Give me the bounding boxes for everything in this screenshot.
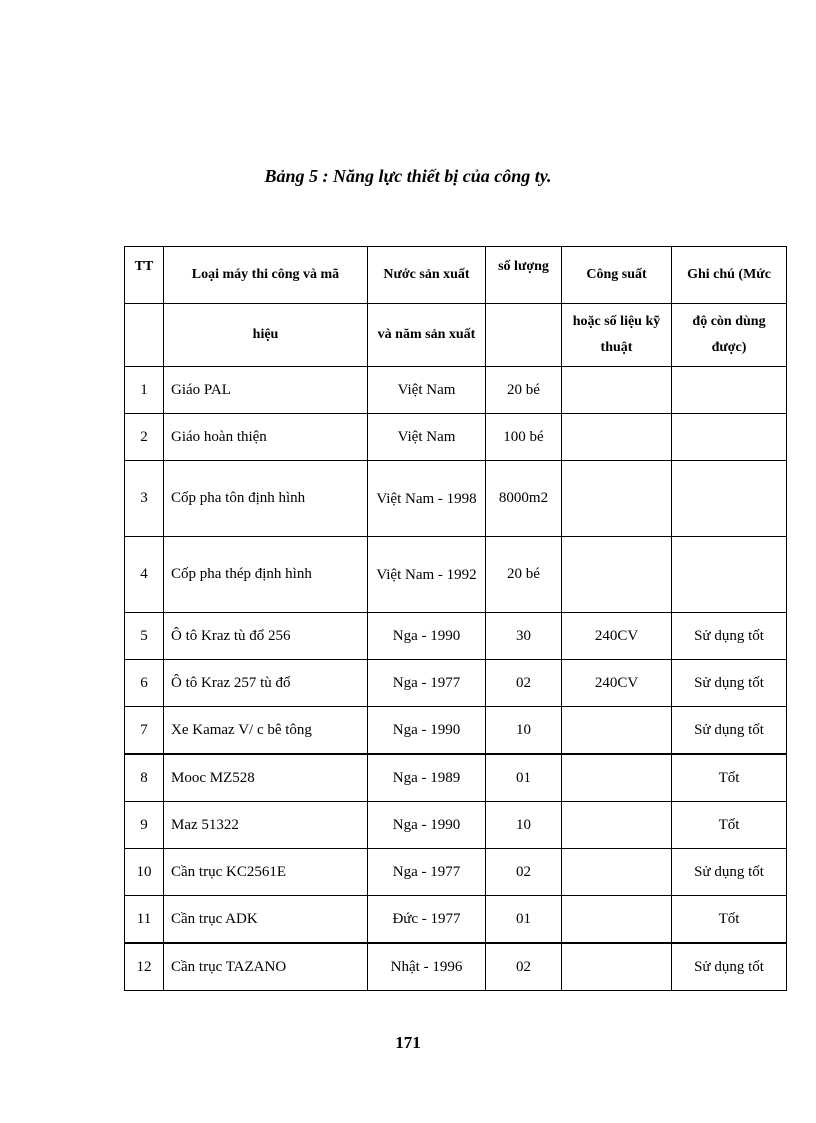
power-spec [562,896,672,944]
power-spec [562,537,672,613]
quantity: 10 [486,707,562,755]
origin-year: Nga - 1977 [368,660,486,707]
origin-year: Việt Nam [368,414,486,461]
header-origin-cont: và năm sản xuất [368,304,486,367]
row-number: 12 [125,943,164,991]
equipment-name: Xe Kamaz V/ c bê tông [164,707,368,755]
header-note: Ghi chú (Mức [672,247,787,304]
equipment-name: Cốp pha thép định hình [164,537,368,613]
quantity: 10 [486,802,562,849]
header-note-cont: độ còn dùng được) [672,304,787,367]
condition-note [672,537,787,613]
page-number: 171 [395,1033,421,1052]
power-spec [562,414,672,461]
header-power-cont: hoặc số liệu kỹ thuật [562,304,672,367]
origin-year: Việt Nam - 1998 [368,461,486,537]
table-row [125,414,787,461]
power-spec [562,367,672,414]
equipment-name: Mooc MZ528 [164,754,368,802]
equipment-name: Giáo PAL [164,367,368,414]
table-body [125,367,787,991]
equipment-name: Cần trục KC2561E [164,849,368,896]
equipment-name: Cốp pha tôn định hình [164,461,368,537]
row-number: 8 [125,754,164,802]
quantity: 01 [486,896,562,944]
origin-year: Nga - 1990 [368,802,486,849]
condition-note: Sử dụng tốt [672,707,787,755]
quantity: 100 bé [486,414,562,461]
origin-year: Nga - 1989 [368,754,486,802]
quantity: 20 bé [486,367,562,414]
power-spec: 240CV [562,613,672,660]
origin-year: Việt Nam - 1992 [368,537,486,613]
condition-note: Tốt [672,896,787,944]
power-spec [562,461,672,537]
row-number: 7 [125,707,164,755]
row-number: 11 [125,896,164,944]
power-spec [562,707,672,755]
row-number: 2 [125,414,164,461]
origin-year: Nga - 1990 [368,707,486,755]
condition-note: Tốt [672,754,787,802]
origin-year: Nhật - 1996 [368,943,486,991]
table-row [125,943,787,991]
table-header-row [125,247,787,304]
origin-year: Đức - 1977 [368,896,486,944]
equipment-name: Ô tô Kraz tù đổ 256 [164,613,368,660]
table-row [125,802,787,849]
origin-year: Nga - 1990 [368,613,486,660]
power-spec [562,943,672,991]
condition-note: Sử dụng tốt [672,943,787,991]
table-row [125,849,787,896]
quantity: 30 [486,613,562,660]
power-spec [562,802,672,849]
row-number: 3 [125,461,164,537]
quantity: 8000m2 [486,461,562,537]
power-spec [562,754,672,802]
condition-note [672,414,787,461]
row-number: 9 [125,802,164,849]
table-row [125,707,787,755]
header-quantity: số lượng [486,247,562,304]
table-row [125,537,787,613]
row-number: 5 [125,613,164,660]
header-origin: Nước sản xuất [368,247,486,304]
header-tt: TT [125,247,164,304]
header-power: Công suất [562,247,672,304]
equipment-name: Maz 51322 [164,802,368,849]
table-row [125,896,787,944]
equipment-name: Giáo hoàn thiện [164,414,368,461]
header-quantity-cont [486,304,562,367]
origin-year: Nga - 1977 [368,849,486,896]
equipment-table [124,246,787,991]
condition-note: Tốt [672,802,787,849]
row-number: 4 [125,537,164,613]
quantity: 01 [486,754,562,802]
table-row [125,613,787,660]
row-number: 10 [125,849,164,896]
condition-note [672,461,787,537]
table-header-row-2 [125,304,787,367]
table-row [125,461,787,537]
condition-note: Sử dụng tốt [672,849,787,896]
header-equipment-type: Loại máy thi công và mã [164,247,368,304]
table-row [125,754,787,802]
power-spec: 240CV [562,660,672,707]
equipment-name: Cần trục ADK [164,896,368,944]
header-equipment-type-cont: hiệu [164,304,368,367]
origin-year: Việt Nam [368,367,486,414]
condition-note: Sử dụng tốt [672,660,787,707]
equipment-name: Cần trục TAZANO [164,943,368,991]
row-number: 6 [125,660,164,707]
quantity: 02 [486,943,562,991]
quantity: 20 bé [486,537,562,613]
table-row [125,660,787,707]
quantity: 02 [486,849,562,896]
power-spec [562,849,672,896]
table-row [125,367,787,414]
condition-note: Sử dụng tốt [672,613,787,660]
header-tt-cont [125,304,164,367]
table-title: Bảng 5 : Năng lực thiết bị của công ty. [264,166,552,186]
condition-note [672,367,787,414]
quantity: 02 [486,660,562,707]
row-number: 1 [125,367,164,414]
equipment-name: Ô tô Kraz 257 tù đổ [164,660,368,707]
